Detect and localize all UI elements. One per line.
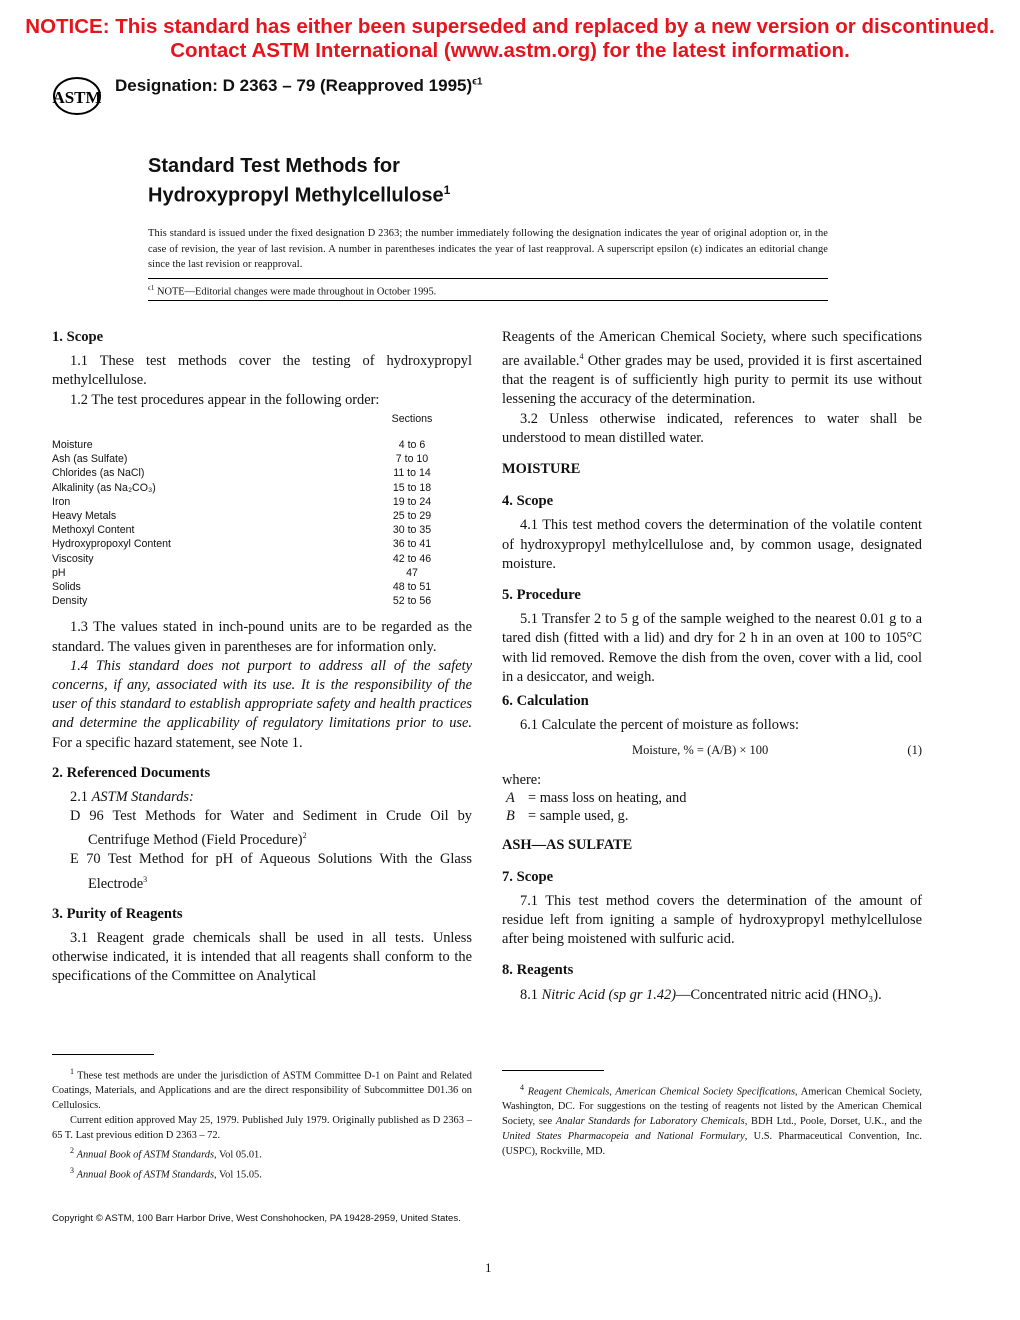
section-8-heading: 8. Reagents [502,962,574,979]
footnote-3 [52,1163,472,1182]
para-3-2: 3.2 Unless otherwise indicated, references to water shall be understood to mean distilled water. [502,410,922,446]
ref-e70-text: E 70 Test Method for pH of Aqueous Solutions With the Glass Electrode [70,851,472,892]
sections-table-row [52,495,472,509]
issued-note: This standard is issued under the fixed designation D 2363; the number immediately following the designation indicates the year of original adoption or, in the case of revision, the year of last revision. A number in parentheses indicates the year of last reapproval. A superscript epsilon (ϵ) indicates an editorial change since the last revision or reapproval. [148,228,828,270]
sections-table-row [52,466,472,480]
section-6-heading: 6. Calculation [502,693,589,710]
sections-table-row [52,594,472,608]
para-3-1-cont-sup: 4 [579,352,584,362]
section-3-heading: 3. Purity of Reagents [52,905,183,922]
designation-sup: ϵ1 [472,76,483,88]
para-1-1: 1.1 These test methods cover the testing of hydroxypropyl methylcellulose. [52,353,472,389]
section-range: 42 to 46 [392,552,432,565]
para-1-4 [52,657,472,753]
right-footnote-rule [502,1070,604,1071]
section-name: Chlorides (as NaCl) [52,467,145,480]
section-name: Hydroxypropoxyl Content [52,538,171,551]
sections-header: Sections [391,412,433,425]
section-range: 36 to 41 [392,538,432,551]
section-name: pH [52,566,66,579]
equation-1 [502,741,922,771]
section-range: 4 to 6 [398,439,426,452]
footnote-4-a: Reagent Chemicals, American Chemical Society Specifications [527,1086,796,1098]
footnote-1 [52,1064,472,1113]
para-3-1-cont-b: Other grades may be used, provided it is first ascertained that the reagent is of sufficiently high purity to permit its use without lessening the accuracy of the determination. [502,353,923,408]
designation-text: Designation: D 2363 – 79 (Reapproved 1995) [115,76,473,95]
ash-heading: ASH—AS SULFATE [502,837,633,854]
section-7-heading: 7. Scope [502,868,554,885]
para-7-1: 7.1 This test method covers the determination of the amount of residue left from igniting a sample of hydroxypropyl methylcellulose after being moistened with sulfuric acid. [502,892,922,948]
para-1-2: 1.2 The test procedures appear in the following order: [70,391,380,408]
title-sup: 1 [443,183,451,197]
epsilon-note-text: NOTE—Editorial changes were made throughout in October 1995. [156,286,437,298]
section-5-heading: 5. Procedure [502,587,581,604]
footnote-1-text: These test methods are under the jurisdiction of ASTM Committee D-1 on Paint and Related Coatings, Materials, and Applications and are the direct responsibility of Subcommittee D01.36 on Cellulosics. [52,1070,472,1112]
section-4-heading: 4. Scope [502,493,554,510]
footnote-1b: Current edition approved May 25, 1979. Published July 1979. Originally published as D 2363 – 65 T. Last previous edition D 2363 – 72. [52,1115,472,1142]
title-line-2 [148,178,450,208]
var-b-def [502,807,922,825]
para-1-3: 1.3 The values stated in inch-pound units are to be regarded as the standard. The values given in parentheses are for information only. [52,619,472,655]
para-3-1: 3.1 Reagent grade chemicals shall be used in all tests. Unless otherwise indicated, it is intended that all reagents shall conform to the specifications of the Committee on Analytical [52,929,472,985]
footnote-2 [52,1143,472,1162]
section-name: Iron [52,495,71,508]
copyright: Copyright © ASTM, 100 Barr Harbor Drive, West Conshohocken, PA 19428-2959, United States. [52,1213,461,1224]
section-range: 19 to 24 [392,495,432,508]
sections-table-row [52,566,472,580]
para-4-1: 4.1 This test method covers the determination of the volatile content of hydroxypropyl methylcellulose and, by common usage, designated moisture. [502,517,922,572]
section-range: 15 to 18 [392,481,432,494]
footnote-2-sup: 2 [70,1146,74,1156]
para-3-1-cont [502,328,922,410]
var-b-text: = sample used, g. [528,808,629,825]
astm-logo [52,76,102,116]
sections-table-row [52,509,472,523]
ref-e70-sup: 3 [143,874,148,884]
where-label: where: [502,772,542,789]
section-name: Ash (as Sulfate) [52,453,128,466]
footnote-2-title: Annual Book of ASTM Standards [76,1149,214,1161]
title-line-2-text: Hydroxypropyl Methylcellulose [148,184,444,207]
sections-table-row [52,452,472,466]
page-number: 1 [485,1260,492,1275]
section-name: Viscosity [52,552,94,565]
epsilon-note-sup: ϵ1 [148,284,155,292]
header-rule-2 [148,300,828,301]
footnote-4-d: , BDH Ltd., Poole, Dorset, U.K., and the [744,1116,922,1128]
footnote-3-vol: , Vol 15.05. [214,1169,262,1181]
sections-table-row [52,438,472,452]
moisture-heading: MOISTURE [502,461,581,478]
section-range: 25 to 29 [392,510,432,523]
footnote-4 [502,1080,922,1159]
notice-line-1: NOTICE: This standard has either been superseded and replaced by a new version or discontinued. [25,15,995,38]
sections-table-row [52,580,472,594]
section-name: Solids [52,581,81,594]
section-range: 11 to 14 [393,467,431,480]
footnote-4-f: , U.S. Pharmaceutical Convention, Inc. (USPC), Rockville, MD. [502,1131,923,1158]
para-1-4-italic: 1.4 This standard does not purport to address all of the safety concerns, if any, associated with its use. It is the responsibility of the user of this standard to establish appropriate safety and health practices and determine the applicability of regulatory limitations prior to use. [52,657,472,732]
para-6-1: 6.1 Calculate the percent of moisture as follows: [520,717,799,734]
para-1-4-rest: For a specific hazard statement, see Note 1. [52,734,303,751]
footnote-3-title: Annual Book of ASTM Standards [76,1169,214,1181]
section-1-heading: 1. Scope [52,329,104,345]
equation-number: (1) [907,743,922,758]
sections-table-row [52,537,472,551]
section-range: 47 [406,566,418,579]
footnote-4-b: , American Chemical Society, Washington, DC. For suggestions on the testing of reagents not listed by the American Chemical Society, see [502,1086,922,1128]
designation [115,76,483,96]
footnote-4-e: United States Pharmacopeia and National Formulary [502,1131,745,1143]
sections-table-row [52,552,472,566]
sections-table [52,412,472,609]
ref-d96-sup: 2 [302,831,307,841]
var-a-def [502,789,922,807]
header-rule-1 [148,278,828,279]
epsilon-note [148,284,436,297]
section-name: Alkalinity (as Na₂CO₃) [52,481,156,494]
footnote-4-c: Analar Standards for Laboratory Chemicals [555,1116,745,1128]
left-column [52,328,472,987]
footnote-4-sup: 4 [520,1083,524,1092]
footnote-1-sup: 1 [70,1067,74,1076]
title-line-1: Standard Test Methods for [148,155,400,177]
section-name: Heavy Metals [52,510,117,523]
para-2-1 [52,788,472,807]
para-2-1-num: 2.1 [70,789,92,806]
sections-table-row [52,523,472,537]
section-name: Density [52,595,88,608]
para-8-1-italic: Nitric Acid (sp gr 1.42) [541,986,677,1003]
para-8-1 [502,986,922,1005]
section-range: 7 to 10 [395,453,429,466]
para-8-1-rest: —Concentrated nitric acid (HNO₃). [676,986,882,1003]
var-a: A [506,790,515,807]
section-range: 30 to 35 [392,524,432,537]
var-b: B [506,808,515,825]
right-footnotes [502,1080,922,1159]
left-footnote-rule [52,1054,154,1055]
notice-line-2: Contact ASTM International (www.astm.org) for the latest information. [170,39,850,62]
footnote-2-vol: , Vol 05.01. [214,1149,262,1161]
footnote-3-sup: 3 [70,1165,74,1175]
ref-d96-text: D 96 Test Methods for Water and Sediment in Crude Oil by Centrifuge Method (Field Procedure) [70,808,472,849]
para-2-1-label: ASTM Standards: [91,789,194,806]
section-name: Moisture [52,439,93,452]
section-name: Methoxyl Content [52,524,135,537]
section-range: 48 to 51 [392,581,432,594]
ref-d96 [52,807,472,850]
para-5-1: 5.1 Transfer 2 to 5 g of the sample weighed to the nearest 0.01 g to a tared dish (fitted with a lid) and dry for 2 h in an oven at 100 to 105°C with lid removed. Remove the dish from the oven, cover with a lid, cool in a desiccator, and weigh. [502,611,922,685]
para-3-1-cont-a: Reagents of the American Chemical Society, where such specifications are available. [502,329,922,369]
section-range: 52 to 56 [392,595,432,608]
section-2-heading: 2. Referenced Documents [52,764,211,781]
equation-text: Moisture, % = (A/B) × 100 [632,743,769,758]
astm-logo-text: ASTM [52,88,102,107]
left-footnotes [52,1064,472,1182]
ref-e70 [52,850,472,893]
right-column [502,328,922,1005]
var-a-text: = mass loss on heating, and [528,790,687,807]
sections-table-row [52,481,472,495]
para-8-1-num: 8.1 [520,986,542,1003]
